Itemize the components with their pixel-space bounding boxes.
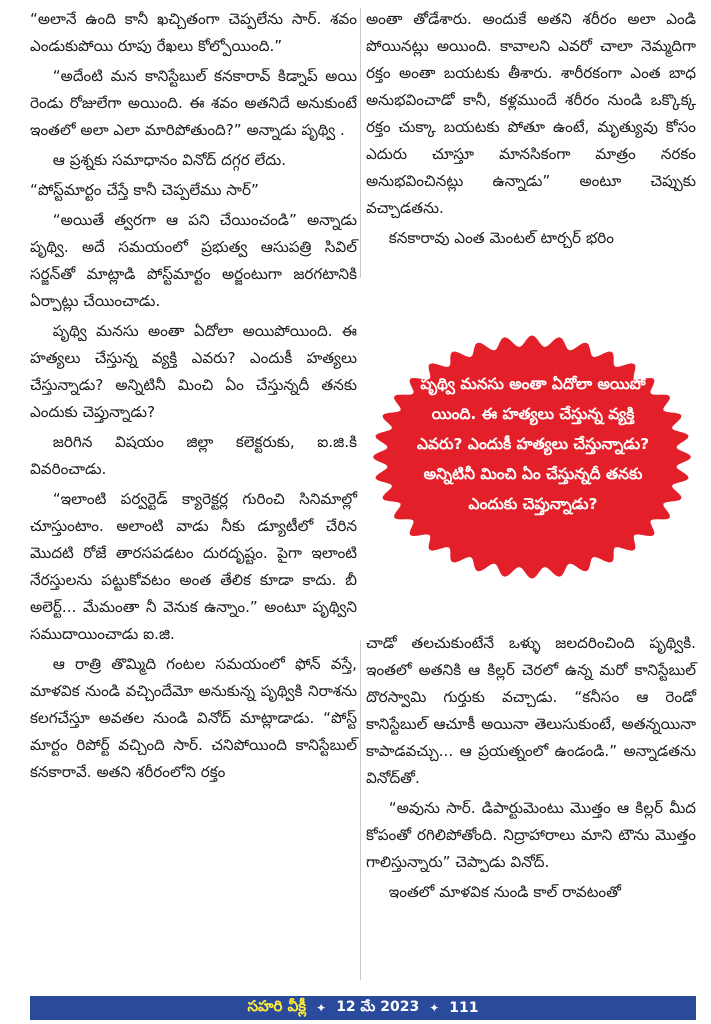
paragraph: జరిగిన విషయం జిల్లా కలెక్టరుకు, ఐ.జి.కి వివరించాడు.	[30, 433, 357, 478]
footer-band	[30, 996, 696, 1020]
right-column-top	[366, 6, 696, 255]
column-divider	[360, 8, 361, 278]
right-column-bottom	[366, 630, 696, 909]
star-icon: ✦	[429, 1001, 440, 1015]
paragraph: “అయితే త్వరగా ఆ పని చేయించండి” అన్నాడు పృథ్వి. అదే సమయంలో ప్రభుత్వ ఆసుపత్రి సివిల్ సర్జన్‌తో మాట్లాడి పోస్ట్‌మార్టం అర్జంటుగా జరగటానికి ఏర్పాట్లు చేయించాడు.	[30, 211, 357, 310]
paragraph: “అలానే ఉంది కానీ ఖచ్చితంగా చెప్పలేను సార్. శవం ఎండుకుపోయి రూపు రేఖలు కోల్పోయింది.”	[30, 10, 357, 55]
magazine-name: సహరి వీక్లీ	[247, 997, 307, 1015]
star-icon: ✦	[316, 1001, 327, 1015]
paragraph: అంతా తోడేశారు. అందుకే అతని శరీరం అలా ఎండి పోయినట్లు అయింది. కావాలని ఎవరో చాలా నెమ్మదిగా రక్తం అంతా బయటకు తీశారు. శారీరకంగా ఎంత బాధ అనుభవించాడో కానీ, కళ్లముందే శరీరం నుండి ఒక్కొక్క రక్తం చుక్కా బయటకు పోతూ ఉంటే, మృత్యువు కోసం ఎదురు చూస్తూ మానసికంగా మాత్రం నరకం అనుభవించినట్లు ఉన్నాడు” అంటూ చెప్పుకు వచ్చాడతను.	[366, 10, 696, 217]
pull-quote-text: పృథ్వి మనసు అంతా ఏదోలా అయిపో యింది. ఈ హత్యలు చేస్తున్న వ్యక్తి ఎవరు? ఎందుకీ హత్యలు చేస్తున్నాడు? అన్నిటినీ మించి ఏం చేస్తున్నదీ తనకు ఎందుకు చెప్తున్నాడు?	[416, 375, 650, 513]
issue-date: 12 మే 2023	[336, 998, 420, 1015]
column-divider	[360, 640, 361, 980]
left-column	[30, 6, 357, 991]
paragraph: ఆ ప్రశ్నకు సమాధానం వినోద్ దగ్గర లేదు.	[52, 151, 287, 169]
paragraph: “పోస్ట్‌మార్టం చేస్తే కానీ చెప్పలేము సార్”	[30, 181, 259, 199]
paragraph: “ఇలాంటి పర్వర్టెడ్ క్యారెక్టర్ల గురించి సినిమాల్లో చూస్తుంటాం. అలాంటి వాడు నీకు డ్యూటీలో చేరిన మొదటి రోజే తారసపడటం దురదృష్టం. పైగా ఇలాంటి నేరస్తులను పట్టుకోవటం అంత తేలిక కూడా కాదు. బీ అలెర్ట్... మేమంతా నీ వెనుక ఉన్నాం.” అంటూ పృథ్విని సముదాయించాడు ఐ.జి.	[30, 490, 357, 643]
pull-quote	[372, 335, 692, 580]
paragraph: ఆ రాత్రి తొమ్మిది గంటల సమయంలో ఫోన్ వస్తే, మాళవిక నుండి వచ్చిందేమో అనుకున్న పృథ్వికి నిరాశను కలగచేస్తూ అవతల నుండి వినోద్ మాట్లాడాడు. “పోస్ట్ మార్టం రిపోర్ట్ వచ్చింది సార్. చనిపోయింది కానిస్టేబుల్ కనకారావే. అతని శరీరంలోని రక్తం	[30, 655, 357, 781]
page-footer	[0, 994, 711, 1024]
paragraph: “అవును సార్. డిపార్టుమెంటు మొత్తం ఆ కిల్లర్ మీద కోపంతో రగిలిపోతోంది. నిద్రాహారాలు మాని టౌను మొత్తం గాలిస్తున్నారు” చెప్పాడు వినోద్.	[366, 799, 696, 871]
paragraph: చాడో తలచుకుంటేనే ఒళ్ళు జలదరించింది పృథ్వికి. ఇంతలో అతనికి ఆ కిల్లర్ చెరలో ఉన్న మరో కానిస్టేబుల్ దొరస్వామి గుర్తుకు వచ్చాడు. “కనీసం ఆ రెండో కానిస్టేబుల్ ఆచూకీ అయినా తెలుసుకుంటే, అతన్నయినా కాపాడవచ్చు... ఆ ప్రయత్నంలో ఉండండి.” అన్నాడతను వినోద్‌తో.	[366, 634, 696, 787]
page-number: 111	[449, 1000, 479, 1016]
paragraph: పృథ్వి మనసు అంతా ఏదోలా అయిపోయింది. ఈ హత్యలు చేస్తున్న వ్యక్తి ఎవరు? ఎందుకీ హత్యలు చేస్తున్నాడు? అన్నిటినీ మించి ఏం చేస్తున్నదీ తనకు ఎందుకు చెప్తున్నాడు?	[30, 322, 357, 421]
paragraph: కనకారావు ఎంత మెంటల్ టార్చర్ భరిం	[388, 229, 614, 247]
paragraph: “అదేంటి మన కానిస్టేబుల్ కనకారావ్ కిడ్నాప్ అయి రెండు రోజులేగా అయింది. ఈ శవం అతనిదే అనుకుంటే ఇంతలో అలా ఎలా మారిపోతుంది?” అన్నాడు పృథ్వి .	[30, 67, 357, 139]
paragraph: ఇంతలో మాళవిక నుండి కాల్ రావటంతో	[388, 883, 621, 901]
